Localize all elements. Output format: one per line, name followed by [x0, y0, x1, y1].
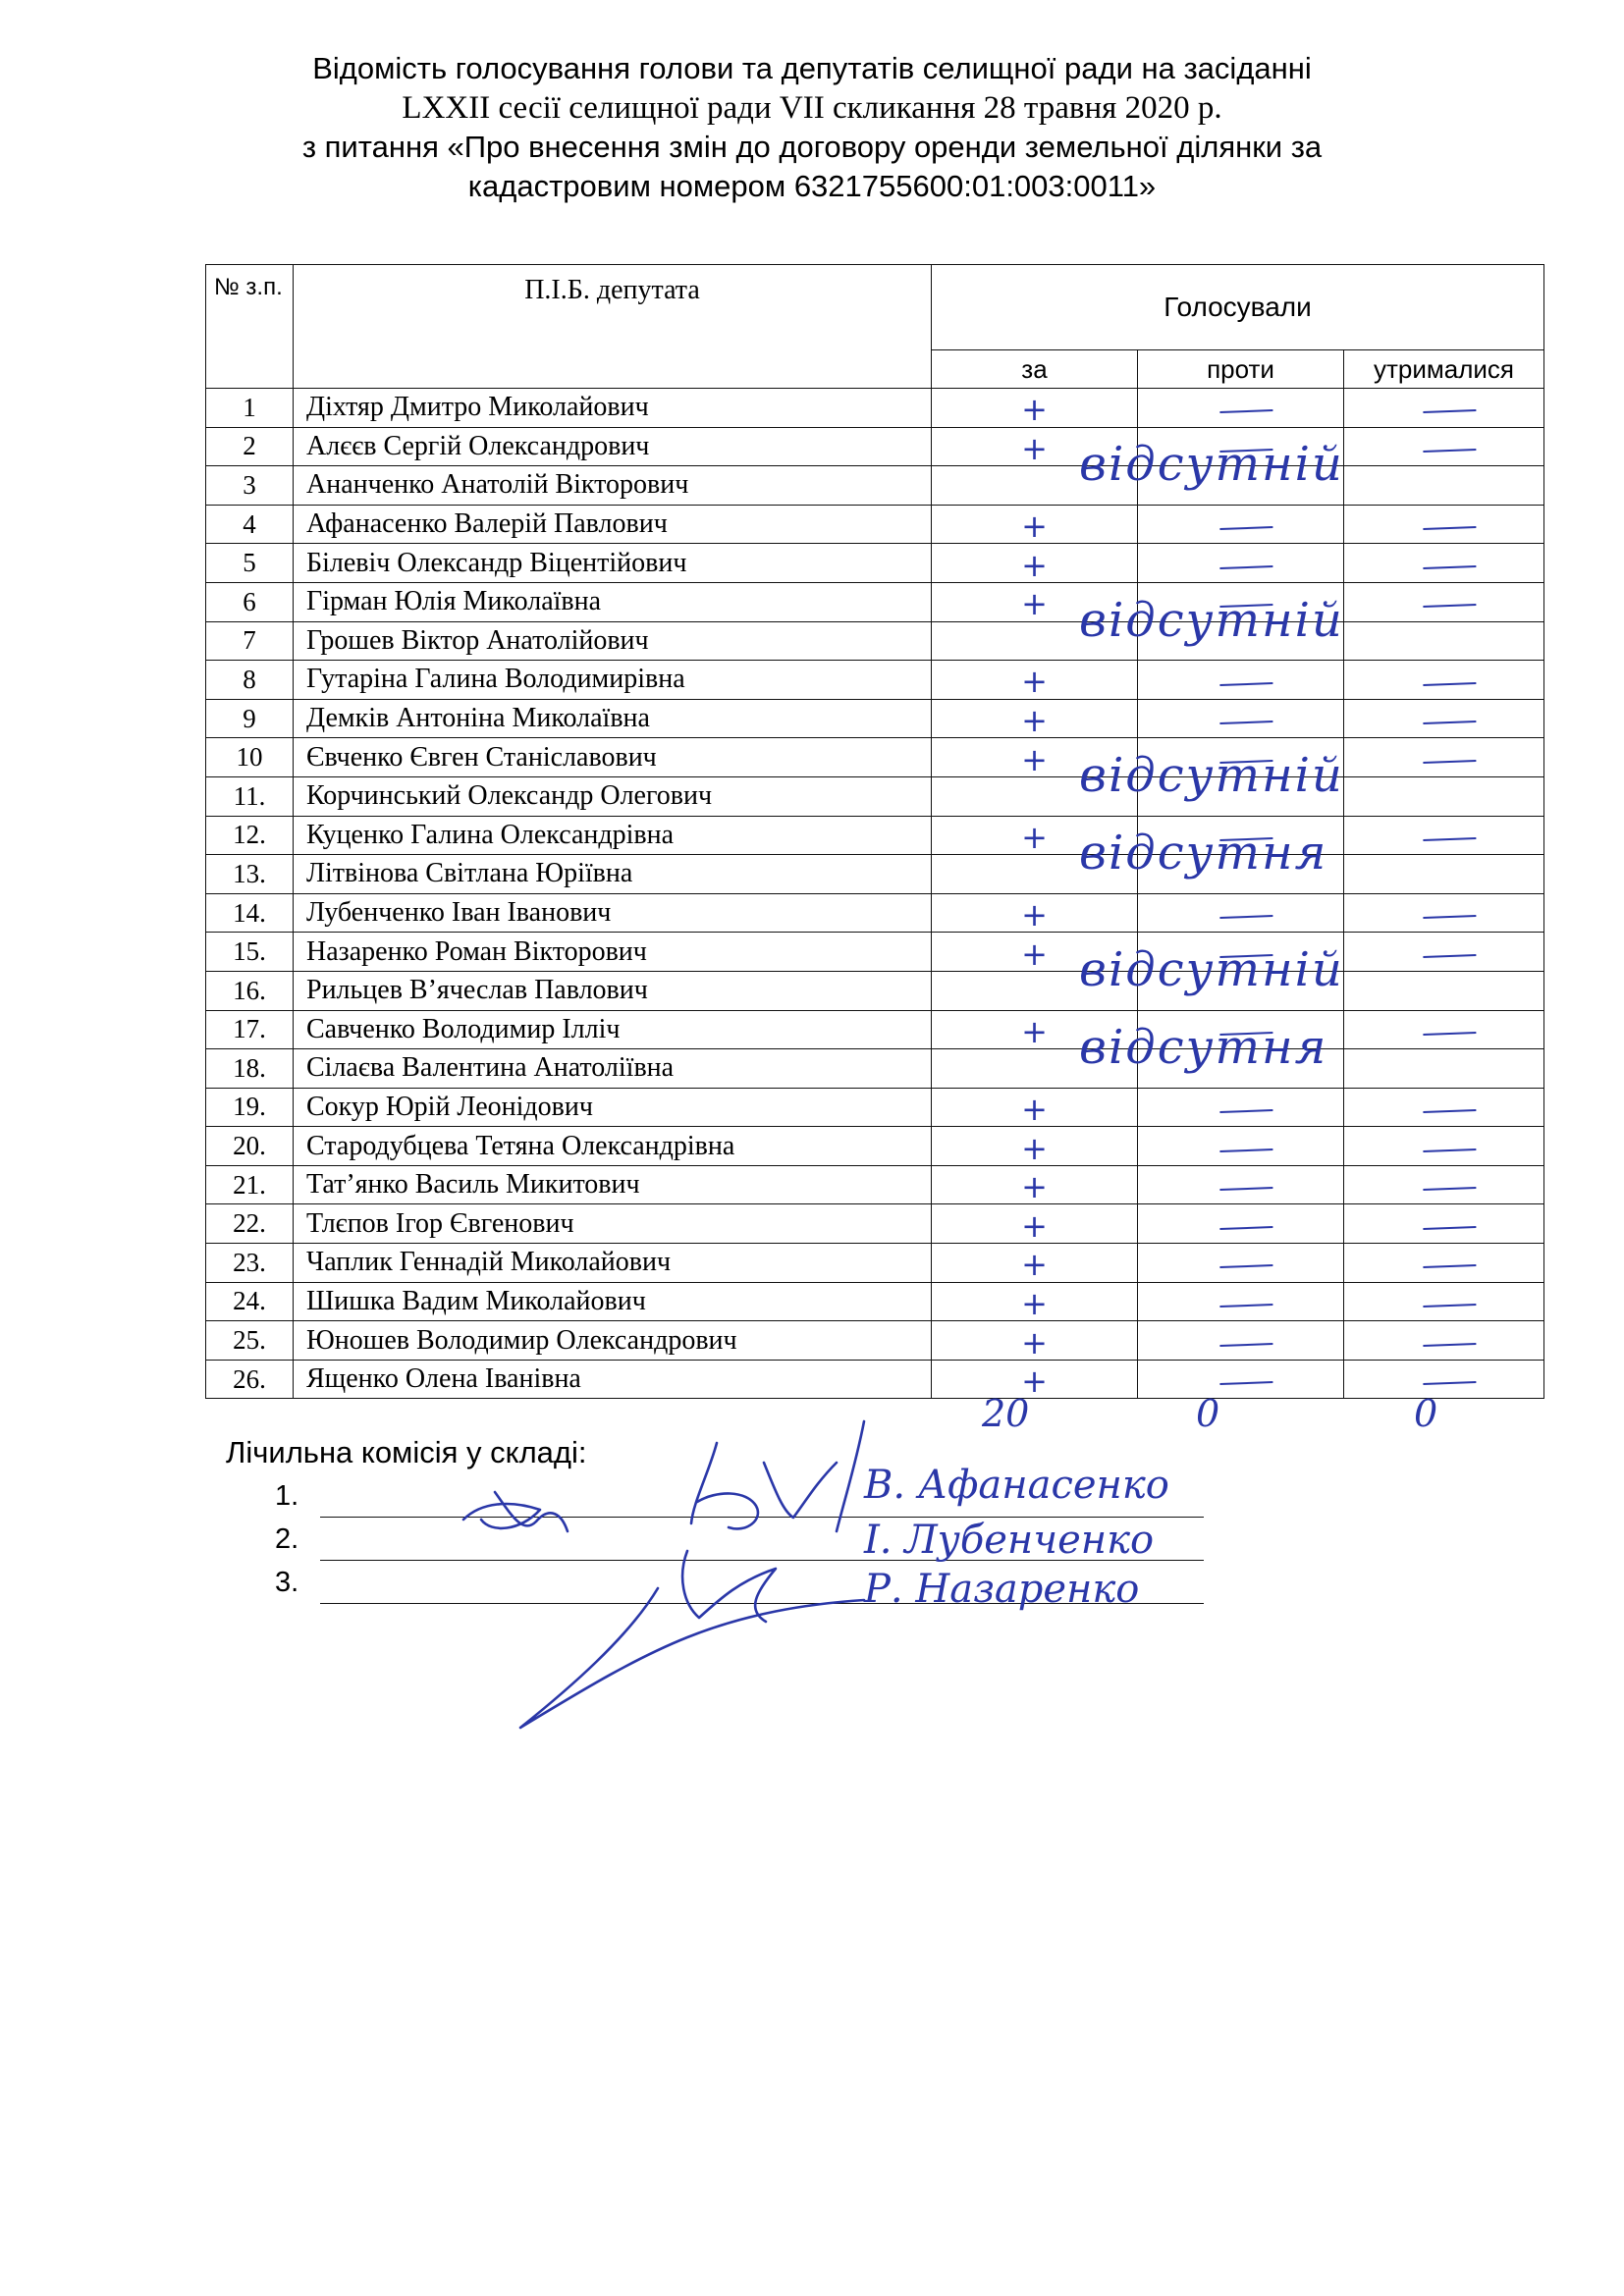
vote-abstain-cell	[1344, 1049, 1544, 1089]
vote-for-cell	[932, 1165, 1138, 1204]
handwritten-absent-note: відсутня	[1079, 826, 1328, 881]
deputy-name: Савченко Володимир Ілліч	[294, 1010, 932, 1049]
vote-abstain-cell	[1344, 621, 1544, 661]
row-number: 18.	[206, 1049, 294, 1089]
deputy-name: Сілаєва Валентина Анатоліївна	[294, 1049, 932, 1089]
row-number: 17.	[206, 1010, 294, 1049]
handwritten-dash-mark	[1423, 604, 1476, 608]
vote-for-cell	[932, 1127, 1138, 1166]
deputy-name: Чаплик Геннадій Миколайович	[294, 1244, 932, 1283]
handwritten-plus-mark: +	[1021, 429, 1048, 467]
handwritten-absent-note: відсутня	[1079, 1020, 1328, 1076]
handwritten-dash-mark	[1423, 837, 1476, 841]
deputy-name: Гутаріна Галина Володимирівна	[294, 661, 932, 700]
handwritten-plus-mark: +	[1021, 585, 1048, 623]
vote-for-cell	[932, 1321, 1138, 1361]
document-title	[0, 49, 1624, 206]
commission-number-2: 2.	[275, 1523, 299, 1555]
handwritten-dash-mark	[1423, 1343, 1476, 1347]
deputy-name: Сокур Юрій Леонідович	[294, 1088, 932, 1127]
handwritten-dash-mark	[1423, 1148, 1476, 1152]
row-number: 26.	[206, 1360, 294, 1399]
vote-against-cell	[1138, 1088, 1344, 1127]
deputy-name: Стародубцева Тетяна Олександрівна	[294, 1127, 932, 1166]
vote-against-cell	[1138, 505, 1344, 544]
handwritten-dash-mark	[1219, 721, 1272, 724]
handwritten-dash-mark	[1219, 1381, 1272, 1385]
row-number: 1	[206, 389, 294, 428]
vote-for-cell	[932, 1204, 1138, 1244]
table-row	[206, 544, 1544, 583]
row-number: 7	[206, 621, 294, 661]
handwritten-plus-mark: +	[1021, 663, 1048, 701]
handwritten-dash-mark	[1219, 1264, 1272, 1268]
vote-abstain-cell	[1344, 893, 1544, 933]
row-number: 4	[206, 505, 294, 544]
deputy-name: Назаренко Роман Вікторович	[294, 933, 932, 972]
row-number: 8	[206, 661, 294, 700]
handwritten-dash-mark	[1219, 526, 1272, 530]
commission-member-1: В. Афанасенко	[864, 1463, 1169, 1508]
row-number: 16.	[206, 971, 294, 1010]
column-header-for: за	[932, 350, 1138, 389]
vote-against-cell	[1138, 1127, 1344, 1166]
handwritten-dash-mark	[1219, 1343, 1272, 1347]
total-against: 0	[1196, 1392, 1220, 1435]
deputy-name: Ананченко Анатолій Вікторович	[294, 466, 932, 506]
handwritten-dash-mark	[1423, 565, 1476, 569]
handwritten-plus-mark: +	[1021, 740, 1048, 778]
table-row	[206, 1282, 1544, 1321]
vote-abstain-cell	[1344, 661, 1544, 700]
deputy-name: Тлєпов Ігор Євгенович	[294, 1204, 932, 1244]
handwritten-plus-mark: +	[1021, 1168, 1048, 1206]
handwritten-dash-mark	[1423, 915, 1476, 919]
row-number: 9	[206, 699, 294, 738]
column-header-abstain: утрималися	[1344, 350, 1544, 389]
deputy-name: Демків Антоніна Миколаївна	[294, 699, 932, 738]
vote-for-cell	[932, 1244, 1138, 1283]
row-number: 13.	[206, 855, 294, 894]
vote-abstain-cell	[1344, 582, 1544, 621]
signature-scribble	[452, 1404, 903, 1757]
deputy-name: Євченко Євген Станіславович	[294, 738, 932, 777]
deputy-name: Гірман Юлія Миколаївна	[294, 582, 932, 621]
table-row	[206, 505, 1544, 544]
vote-for-cell	[932, 826, 1328, 894]
handwritten-dash-mark	[1423, 1264, 1476, 1268]
title-line-4: кадастровим номером 6321755600:01:003:0011»	[467, 169, 1157, 203]
commission-number-1: 1.	[275, 1480, 299, 1512]
column-header-number: № з.п.	[206, 265, 294, 389]
deputy-name: Юношев Володимир Олександрович	[294, 1321, 932, 1361]
vote-abstain-cell	[1344, 466, 1544, 506]
handwritten-plus-mark: +	[1021, 934, 1048, 973]
table-row	[206, 1010, 1544, 1049]
vote-for-cell	[932, 505, 1138, 544]
table-row	[206, 1321, 1544, 1361]
handwritten-plus-mark: +	[1021, 546, 1048, 584]
handwritten-dash-mark	[1423, 721, 1476, 724]
handwritten-dash-mark	[1423, 760, 1476, 764]
handwritten-dash-mark	[1219, 915, 1272, 919]
vote-abstain-cell	[1344, 505, 1544, 544]
row-number: 24.	[206, 1282, 294, 1321]
vote-abstain-cell	[1344, 776, 1544, 816]
table-row	[206, 1204, 1544, 1244]
handwritten-plus-mark: +	[1021, 701, 1048, 739]
vote-abstain-cell	[1344, 1127, 1544, 1166]
column-header-name: П.І.Б. депутата	[294, 265, 932, 389]
deputy-name: Ященко Олена Іванівна	[294, 1360, 932, 1399]
handwritten-dash-mark	[1219, 682, 1272, 686]
handwritten-absent-note: відсутній	[1079, 747, 1344, 803]
table-row	[206, 466, 1544, 506]
handwritten-dash-mark	[1423, 954, 1476, 958]
vote-abstain-cell	[1344, 855, 1544, 894]
vote-against-cell	[1138, 1165, 1344, 1204]
table-row	[206, 855, 1544, 894]
table-row	[206, 1088, 1544, 1127]
vote-abstain-cell	[1344, 1165, 1544, 1204]
commission-label: Лічильна комісія у складі:	[226, 1435, 587, 1469]
vote-abstain-cell	[1344, 933, 1544, 972]
row-number: 10	[206, 738, 294, 777]
vote-abstain-cell	[1344, 699, 1544, 738]
handwritten-dash-mark	[1219, 1304, 1272, 1308]
row-number: 14.	[206, 893, 294, 933]
table-row	[206, 661, 1544, 700]
handwritten-plus-mark: +	[1021, 818, 1048, 856]
handwritten-dash-mark	[1423, 1109, 1476, 1113]
vote-against-cell	[1138, 699, 1344, 738]
handwritten-dash-mark	[1423, 449, 1476, 453]
handwritten-absent-note: відсутній	[1079, 437, 1344, 493]
handwritten-plus-mark: +	[1021, 391, 1048, 429]
handwritten-plus-mark: +	[1021, 1012, 1048, 1050]
vote-against-cell	[1138, 1244, 1344, 1283]
row-number: 2	[206, 427, 294, 466]
handwritten-plus-mark: +	[1021, 895, 1048, 934]
deputy-name: Рильцев В’ячеслав Павлович	[294, 971, 932, 1010]
total-abstain: 0	[1414, 1392, 1438, 1435]
handwritten-plus-mark: +	[1021, 1284, 1048, 1322]
column-header-against: проти	[1138, 350, 1344, 389]
vote-for-cell	[932, 544, 1138, 583]
vote-against-cell	[1138, 893, 1344, 933]
vote-for-cell	[932, 747, 1344, 816]
handwritten-absent-note: відсутній	[1079, 941, 1344, 997]
vote-against-cell	[1138, 1282, 1344, 1321]
row-number: 15.	[206, 933, 294, 972]
vote-abstain-cell	[1344, 1282, 1544, 1321]
table-row	[206, 1244, 1544, 1283]
table-row	[206, 893, 1544, 933]
row-number: 23.	[206, 1244, 294, 1283]
handwritten-plus-mark: +	[1021, 1206, 1048, 1245]
table-row	[206, 699, 1544, 738]
vote-against-cell	[1138, 1360, 1344, 1399]
table-row	[206, 1049, 1544, 1089]
deputy-name: Літвінова Світлана Юріївна	[294, 855, 932, 894]
vote-for-cell	[932, 592, 1344, 661]
vote-for-cell	[932, 1282, 1138, 1321]
vote-for-cell	[932, 389, 1138, 428]
deputy-name: Корчинський Олександр Олегович	[294, 776, 932, 816]
deputy-name: Тат’янко Василь Микитович	[294, 1165, 932, 1204]
handwritten-dash-mark	[1219, 1109, 1272, 1113]
table-row	[206, 1165, 1544, 1204]
table-row	[206, 621, 1544, 661]
table-row	[206, 816, 1544, 855]
table-row	[206, 1360, 1544, 1399]
handwritten-plus-mark: +	[1021, 1362, 1048, 1401]
deputy-name: Афанасенко Валерій Павлович	[294, 505, 932, 544]
deputy-name: Алєєв Сергій Олександрович	[294, 427, 932, 466]
handwritten-dash-mark	[1219, 409, 1272, 413]
row-number: 21.	[206, 1165, 294, 1204]
vote-for-cell	[932, 437, 1344, 506]
handwritten-dash-mark	[1423, 1226, 1476, 1230]
vote-against-cell	[1138, 1204, 1344, 1244]
handwritten-dash-mark	[1423, 682, 1476, 686]
vote-for-cell	[932, 1088, 1138, 1127]
handwritten-dash-mark	[1423, 409, 1476, 413]
title-line-1: Відомість голосування голови та депутатів селищної ради на засіданні	[312, 51, 1312, 85]
handwritten-dash-mark	[1219, 565, 1272, 569]
column-header-voted: Голосували	[932, 265, 1544, 350]
vote-against-cell	[1138, 661, 1344, 700]
commission-number-3: 3.	[275, 1567, 299, 1598]
handwritten-dash-mark	[1423, 1304, 1476, 1308]
voting-table	[205, 264, 1544, 1399]
vote-for-cell	[932, 661, 1138, 700]
vote-against-cell	[1138, 389, 1344, 428]
handwritten-dash-mark	[1219, 1226, 1272, 1230]
commission-member-2: І. Лубенченко	[864, 1518, 1155, 1563]
vote-abstain-cell	[1344, 1204, 1544, 1244]
deputy-name: Шишка Вадим Миколайович	[294, 1282, 932, 1321]
title-line-3: з питання «Про внесення змін до договору оренди земельної ділянки за	[301, 130, 1323, 164]
deputy-name: Білевіч Олександр Віцентійович	[294, 544, 932, 583]
handwritten-plus-mark: +	[1021, 1090, 1048, 1128]
vote-abstain-cell	[1344, 1360, 1544, 1399]
deputy-name: Грошев Віктор Анатолійович	[294, 621, 932, 661]
row-number: 11.	[206, 776, 294, 816]
vote-for-cell	[932, 893, 1138, 933]
vote-abstain-cell	[1344, 816, 1544, 855]
vote-abstain-cell	[1344, 738, 1544, 777]
vote-against-cell	[1138, 1321, 1344, 1361]
handwritten-dash-mark	[1423, 1187, 1476, 1191]
handwritten-plus-mark: +	[1021, 507, 1048, 545]
row-number: 12.	[206, 816, 294, 855]
table-row	[206, 389, 1544, 428]
vote-for-cell	[932, 699, 1138, 738]
row-number: 20.	[206, 1127, 294, 1166]
vote-abstain-cell	[1344, 1321, 1544, 1361]
vote-abstain-cell	[1344, 427, 1544, 466]
commission-member-3: Р. Назаренко	[864, 1567, 1140, 1612]
row-number: 22.	[206, 1204, 294, 1244]
handwritten-dash-mark	[1423, 1032, 1476, 1036]
deputy-name: Лубенченко Іван Іванович	[294, 893, 932, 933]
handwritten-absent-note: відсутній	[1079, 592, 1344, 648]
table-row	[206, 1127, 1544, 1166]
vote-abstain-cell	[1344, 1244, 1544, 1283]
handwritten-dash-mark	[1423, 1381, 1476, 1385]
vote-for-cell	[932, 941, 1344, 1010]
handwritten-plus-mark: +	[1021, 1246, 1048, 1284]
row-number: 25.	[206, 1321, 294, 1361]
row-number: 3	[206, 466, 294, 506]
vote-abstain-cell	[1344, 1010, 1544, 1049]
deputy-name: Діхтяр Дмитро Миколайович	[294, 389, 932, 428]
vote-for-cell	[932, 1020, 1328, 1089]
vote-for-cell	[932, 1360, 1138, 1399]
handwritten-dash-mark	[1219, 1187, 1272, 1191]
row-number: 6	[206, 582, 294, 621]
vote-abstain-cell	[1344, 971, 1544, 1010]
vote-abstain-cell	[1344, 389, 1544, 428]
vote-abstain-cell	[1344, 544, 1544, 583]
total-for: 20	[982, 1392, 1030, 1435]
row-number: 5	[206, 544, 294, 583]
deputy-name: Куценко Галина Олександрівна	[294, 816, 932, 855]
row-number: 19.	[206, 1088, 294, 1127]
vote-against-cell	[1138, 544, 1344, 583]
vote-abstain-cell	[1344, 1088, 1544, 1127]
table-row	[206, 971, 1544, 1010]
title-line-2: LXXII сесії селищної ради VII скликання 28 травня 2020 р.	[402, 90, 1222, 126]
handwritten-plus-mark: +	[1021, 1323, 1048, 1362]
handwritten-plus-mark: +	[1021, 1129, 1048, 1167]
table-row	[206, 776, 1544, 816]
handwritten-dash-mark	[1219, 1148, 1272, 1152]
handwritten-dash-mark	[1423, 526, 1476, 530]
